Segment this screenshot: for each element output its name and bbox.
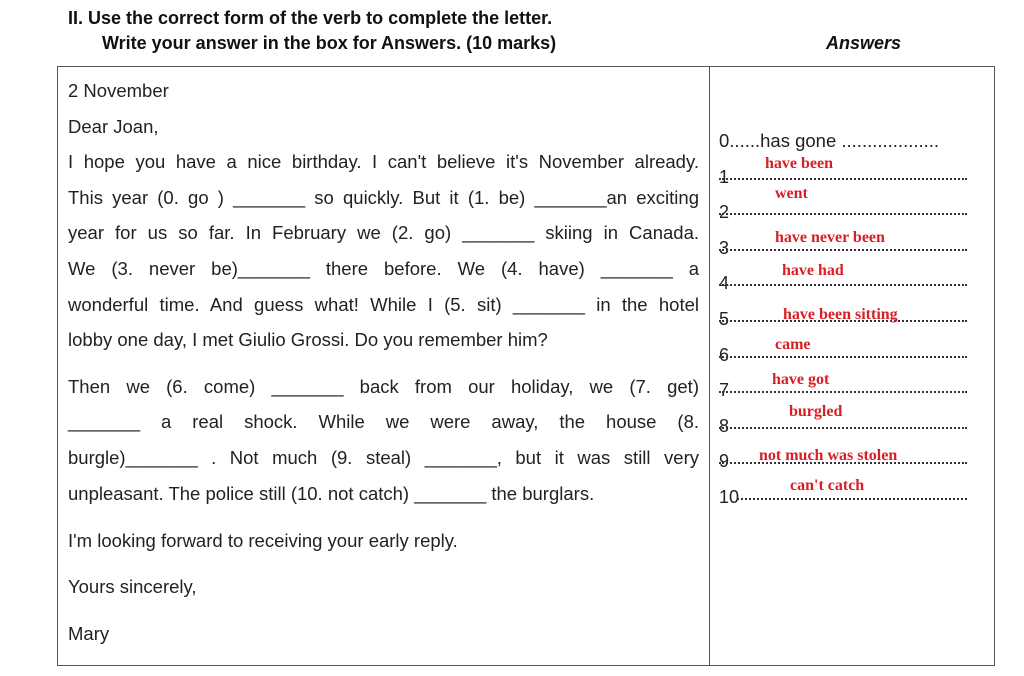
answer-handwritten: have had <box>782 262 844 279</box>
answer-blank-line <box>719 427 967 429</box>
letter-line: unpleasant. The police still (10. not catch) _______ the burglars. <box>68 483 595 504</box>
answer-number: 6 <box>719 345 730 365</box>
answer-blank-line <box>719 178 967 180</box>
column-divider <box>709 66 710 666</box>
answer-handwritten: burgled <box>789 403 843 420</box>
answer-handwritten: have been sitting <box>783 306 898 323</box>
answer-number: 8 <box>719 416 730 436</box>
answer-handwritten: came <box>775 336 811 353</box>
answer-number: 10 <box>719 487 740 507</box>
instruction-line-1: II. Use the correct form of the verb to complete the letter. <box>68 8 553 28</box>
answer-handwritten: have got <box>772 371 830 388</box>
letter-greeting: Dear Joan, <box>68 116 159 137</box>
letter-line: lobby one day, I met Giulio Grossi. Do you remember him? <box>68 329 548 350</box>
letter-line: This year (0. go ) _______ so quickly. But it (1. be) _______an exciting <box>68 187 699 208</box>
answer-number: 2 <box>719 202 730 222</box>
answer-handwritten: have been <box>765 155 833 172</box>
answer-number: 1 <box>719 167 730 187</box>
answer-blank-line <box>719 391 967 393</box>
answer-number: 4 <box>719 273 730 293</box>
letter-signoff: Yours sincerely, <box>68 576 197 597</box>
letter-signature: Mary <box>68 623 110 644</box>
answer-blank-line <box>719 213 967 215</box>
letter-line: wonderful time. And guess what! While I (5. sit) _______ in the hotel <box>68 294 699 315</box>
letter-line: Then we (6. come) _______ back from our holiday, we (7. get) <box>68 376 699 397</box>
answer-number: 7 <box>719 380 730 400</box>
letter-line: _______ a real shock. While we were away, the house (8. <box>68 411 699 432</box>
letter-line: year for us so far. In February we (2. go) _______ skiing in Canada. <box>68 222 699 243</box>
answers-heading: Answers <box>826 33 902 53</box>
answer-blank-line <box>719 284 967 286</box>
letter-line: I hope you have a nice birthday. I can't believe it's November already. <box>68 151 699 172</box>
answer-number: 3 <box>719 238 730 258</box>
answer-handwritten: went <box>775 185 808 202</box>
answer-number: 5 <box>719 309 730 329</box>
letter-date: 2 November <box>68 80 169 101</box>
answer-handwritten: can't catch <box>790 477 865 494</box>
answer-handwritten: have never been <box>775 229 885 246</box>
answer-blank-line <box>719 356 967 358</box>
answer-blank-line <box>719 249 967 251</box>
letter-line: burgle)_______ . Not much (9. steal) _______, but it was still very <box>68 447 699 468</box>
letter-line: We (3. never be)_______ there before. We (4. have) _______ a <box>68 258 699 279</box>
letter-closing-line: I'm looking forward to receiving your early reply. <box>68 530 458 551</box>
answer-blank-line <box>737 498 967 500</box>
instruction-line-2: Write your answer in the box for Answers. (10 marks) <box>102 33 557 53</box>
answer-handwritten: not much was stolen <box>759 447 898 464</box>
answer-example: 0......has gone ................... <box>719 130 940 151</box>
answer-number: 9 <box>719 451 730 471</box>
